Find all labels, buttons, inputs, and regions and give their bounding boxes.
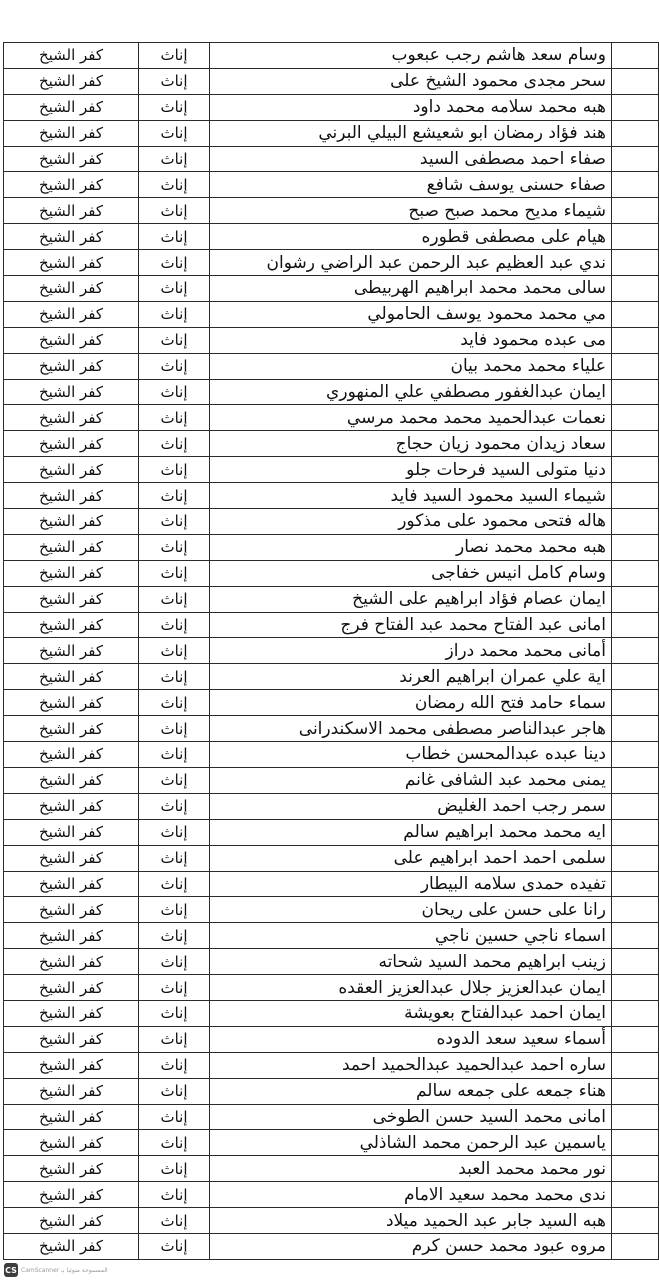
empty-cell bbox=[612, 457, 659, 483]
table-row bbox=[4, 1104, 659, 1130]
city-cell: كفر الشيخ bbox=[4, 819, 139, 845]
table-row bbox=[4, 1000, 659, 1026]
city-cell: كفر الشيخ bbox=[4, 638, 139, 664]
gender-cell: إناث bbox=[139, 638, 210, 664]
table-row bbox=[4, 250, 659, 276]
city-cell: كفر الشيخ bbox=[4, 327, 139, 353]
table-row bbox=[4, 94, 659, 120]
table-row bbox=[4, 1233, 659, 1259]
gender-cell: إناث bbox=[139, 560, 210, 586]
city-cell: كفر الشيخ bbox=[4, 664, 139, 690]
empty-cell bbox=[612, 379, 659, 405]
table-row bbox=[4, 68, 659, 94]
empty-cell bbox=[612, 871, 659, 897]
name-cell: ندي عبد العظيم عبد الرحمن عبد الراضي رشوان bbox=[210, 250, 612, 276]
gender-cell: إناث bbox=[139, 534, 210, 560]
name-cell: علياء محمد محمد بيان bbox=[210, 353, 612, 379]
table-row bbox=[4, 897, 659, 923]
gender-cell: إناث bbox=[139, 250, 210, 276]
city-cell: كفر الشيخ bbox=[4, 1233, 139, 1259]
table-row bbox=[4, 1078, 659, 1104]
city-cell: كفر الشيخ bbox=[4, 1104, 139, 1130]
gender-cell: إناث bbox=[139, 120, 210, 146]
city-cell: كفر الشيخ bbox=[4, 68, 139, 94]
table-row bbox=[4, 1208, 659, 1234]
name-cell: ايه محمد محمد ابراهيم سالم bbox=[210, 819, 612, 845]
name-cell: هبه السيد جابر عبد الحميد ميلاد bbox=[210, 1208, 612, 1234]
gender-cell: إناث bbox=[139, 1182, 210, 1208]
gender-cell: إناث bbox=[139, 276, 210, 302]
gender-cell: إناث bbox=[139, 224, 210, 250]
name-cell: هاله فتحى محمود على مذكور bbox=[210, 509, 612, 535]
table-row bbox=[4, 327, 659, 353]
city-cell: كفر الشيخ bbox=[4, 276, 139, 302]
gender-cell: إناث bbox=[139, 664, 210, 690]
name-cell: شيماء السيد محمود السيد فايد bbox=[210, 483, 612, 509]
name-cell: وسام كامل انيس خفاجى bbox=[210, 560, 612, 586]
gender-cell: إناث bbox=[139, 1156, 210, 1182]
empty-cell bbox=[612, 483, 659, 509]
name-cell: هبه محمد محمد نصار bbox=[210, 534, 612, 560]
table-row bbox=[4, 276, 659, 302]
empty-cell bbox=[612, 767, 659, 793]
name-cell: هاجر عبدالناصر مصطفى محمد الاسكندرانى bbox=[210, 716, 612, 742]
table-row bbox=[4, 1026, 659, 1052]
empty-cell bbox=[612, 690, 659, 716]
empty-cell bbox=[612, 276, 659, 302]
name-cell: تفيده حمدى سلامه البيطار bbox=[210, 871, 612, 897]
city-cell: كفر الشيخ bbox=[4, 897, 139, 923]
city-cell: كفر الشيخ bbox=[4, 742, 139, 768]
empty-cell bbox=[612, 664, 659, 690]
empty-cell bbox=[612, 975, 659, 1001]
table-row bbox=[4, 534, 659, 560]
gender-cell: إناث bbox=[139, 949, 210, 975]
name-cell: نور محمد محمد العبد bbox=[210, 1156, 612, 1182]
name-cell: اسماء ناجي حسين ناجي bbox=[210, 923, 612, 949]
city-cell: كفر الشيخ bbox=[4, 690, 139, 716]
table-row bbox=[4, 975, 659, 1001]
table-row bbox=[4, 172, 659, 198]
empty-cell bbox=[612, 1052, 659, 1078]
scanner-watermark bbox=[4, 1262, 108, 1278]
empty-cell bbox=[612, 923, 659, 949]
city-cell: كفر الشيخ bbox=[4, 923, 139, 949]
name-cell: سعاد زيدان محمود زيان حجاج bbox=[210, 431, 612, 457]
city-cell: كفر الشيخ bbox=[4, 1052, 139, 1078]
gender-cell: إناث bbox=[139, 586, 210, 612]
name-cell: ايمان عبدالعزيز جلال عبدالعزيز العقده bbox=[210, 975, 612, 1001]
city-cell: كفر الشيخ bbox=[4, 94, 139, 120]
table-row bbox=[4, 1156, 659, 1182]
city-cell: كفر الشيخ bbox=[4, 120, 139, 146]
empty-cell bbox=[612, 94, 659, 120]
table-row bbox=[4, 43, 659, 69]
empty-cell bbox=[612, 638, 659, 664]
empty-cell bbox=[612, 1078, 659, 1104]
city-cell: كفر الشيخ bbox=[4, 612, 139, 638]
empty-cell bbox=[612, 198, 659, 224]
empty-cell bbox=[612, 405, 659, 431]
name-cell: امانى عبد الفتاح محمد عبد الفتاح فرج bbox=[210, 612, 612, 638]
name-cell: دينا عبده عبدالمحسن خطاب bbox=[210, 742, 612, 768]
name-cell: مروه عبود محمد حسن كرم bbox=[210, 1233, 612, 1259]
empty-cell bbox=[612, 793, 659, 819]
empty-cell bbox=[612, 224, 659, 250]
gender-cell: إناث bbox=[139, 198, 210, 224]
gender-cell: إناث bbox=[139, 793, 210, 819]
empty-cell bbox=[612, 250, 659, 276]
city-cell: كفر الشيخ bbox=[4, 43, 139, 69]
table-row bbox=[4, 509, 659, 535]
name-cell: زينب ابراهيم محمد السيد شحاته bbox=[210, 949, 612, 975]
empty-cell bbox=[612, 172, 659, 198]
empty-cell bbox=[612, 845, 659, 871]
table-row bbox=[4, 379, 659, 405]
name-cell: هند فؤاد رمضان ابو شعيشع البيلي البرني bbox=[210, 120, 612, 146]
name-cell: مى عبده محمود فايد bbox=[210, 327, 612, 353]
empty-cell bbox=[612, 612, 659, 638]
table-row bbox=[4, 224, 659, 250]
name-cell: هيام على مصطفى قطوره bbox=[210, 224, 612, 250]
city-cell: كفر الشيخ bbox=[4, 949, 139, 975]
camscanner-logo-icon: CS bbox=[4, 1263, 18, 1277]
gender-cell: إناث bbox=[139, 1000, 210, 1026]
table-row bbox=[4, 742, 659, 768]
table-row bbox=[4, 483, 659, 509]
gender-cell: إناث bbox=[139, 690, 210, 716]
gender-cell: إناث bbox=[139, 612, 210, 638]
city-cell: كفر الشيخ bbox=[4, 1078, 139, 1104]
gender-cell: إناث bbox=[139, 897, 210, 923]
name-cell: ياسمين عبد الرحمن محمد الشاذلي bbox=[210, 1130, 612, 1156]
names-table bbox=[3, 42, 659, 1260]
name-cell: سمر رجب احمد الغليض bbox=[210, 793, 612, 819]
gender-cell: إناث bbox=[139, 975, 210, 1001]
gender-cell: إناث bbox=[139, 742, 210, 768]
name-cell: ساره احمد عبدالحميد عبدالحميد احمد bbox=[210, 1052, 612, 1078]
empty-cell bbox=[612, 716, 659, 742]
name-cell: ندى محمد محمد سعيد الامام bbox=[210, 1182, 612, 1208]
table-row bbox=[4, 353, 659, 379]
empty-cell bbox=[612, 509, 659, 535]
empty-cell bbox=[612, 534, 659, 560]
city-cell: كفر الشيخ bbox=[4, 871, 139, 897]
empty-cell bbox=[612, 1000, 659, 1026]
city-cell: كفر الشيخ bbox=[4, 172, 139, 198]
table-row bbox=[4, 120, 659, 146]
city-cell: كفر الشيخ bbox=[4, 845, 139, 871]
gender-cell: إناث bbox=[139, 1052, 210, 1078]
gender-cell: إناث bbox=[139, 327, 210, 353]
table-row bbox=[4, 146, 659, 172]
city-cell: كفر الشيخ bbox=[4, 457, 139, 483]
table-row bbox=[4, 612, 659, 638]
city-cell: كفر الشيخ bbox=[4, 1026, 139, 1052]
city-cell: كفر الشيخ bbox=[4, 198, 139, 224]
table-row bbox=[4, 301, 659, 327]
table-row bbox=[4, 1052, 659, 1078]
name-cell: سالى محمد محمد ابراهيم الهربيطى bbox=[210, 276, 612, 302]
gender-cell: إناث bbox=[139, 509, 210, 535]
empty-cell bbox=[612, 1208, 659, 1234]
table-row bbox=[4, 871, 659, 897]
city-cell: كفر الشيخ bbox=[4, 146, 139, 172]
table-row bbox=[4, 767, 659, 793]
gender-cell: إناث bbox=[139, 716, 210, 742]
gender-cell: إناث bbox=[139, 819, 210, 845]
table-row bbox=[4, 1182, 659, 1208]
name-cell: سلمى احمد احمد ابراهيم على bbox=[210, 845, 612, 871]
empty-cell bbox=[612, 560, 659, 586]
city-cell: كفر الشيخ bbox=[4, 1182, 139, 1208]
name-cell: ايمان عبدالغفور مصطفي علي المنهوري bbox=[210, 379, 612, 405]
empty-cell bbox=[612, 897, 659, 923]
table-row bbox=[4, 716, 659, 742]
gender-cell: إناث bbox=[139, 923, 210, 949]
gender-cell: إناث bbox=[139, 379, 210, 405]
city-cell: كفر الشيخ bbox=[4, 1000, 139, 1026]
gender-cell: إناث bbox=[139, 43, 210, 69]
city-cell: كفر الشيخ bbox=[4, 250, 139, 276]
city-cell: كفر الشيخ bbox=[4, 1208, 139, 1234]
table-row bbox=[4, 198, 659, 224]
gender-cell: إناث bbox=[139, 1130, 210, 1156]
gender-cell: إناث bbox=[139, 94, 210, 120]
empty-cell bbox=[612, 1182, 659, 1208]
city-cell: كفر الشيخ bbox=[4, 224, 139, 250]
empty-cell bbox=[612, 1104, 659, 1130]
empty-cell bbox=[612, 1156, 659, 1182]
name-cell: صفاء احمد مصطفى السيد bbox=[210, 146, 612, 172]
table-row bbox=[4, 638, 659, 664]
city-cell: كفر الشيخ bbox=[4, 793, 139, 819]
name-cell: يمنى محمد عبد الشافى غانم bbox=[210, 767, 612, 793]
empty-cell bbox=[612, 1233, 659, 1259]
name-cell: شيماء مديح محمد صبح صبح bbox=[210, 198, 612, 224]
gender-cell: إناث bbox=[139, 301, 210, 327]
table-row bbox=[4, 690, 659, 716]
empty-cell bbox=[612, 146, 659, 172]
table-row bbox=[4, 923, 659, 949]
gender-cell: إناث bbox=[139, 146, 210, 172]
city-cell: كفر الشيخ bbox=[4, 534, 139, 560]
empty-cell bbox=[612, 1130, 659, 1156]
gender-cell: إناث bbox=[139, 767, 210, 793]
empty-cell bbox=[612, 327, 659, 353]
gender-cell: إناث bbox=[139, 1078, 210, 1104]
name-cell: أمانى محمد محمد دراز bbox=[210, 638, 612, 664]
name-cell: ايمان احمد عبدالفتاح بعويشة bbox=[210, 1000, 612, 1026]
name-cell: رانا على حسن على ريحان bbox=[210, 897, 612, 923]
city-cell: كفر الشيخ bbox=[4, 483, 139, 509]
table-row bbox=[4, 793, 659, 819]
empty-cell bbox=[612, 819, 659, 845]
name-cell: أسماء سعيد سعد الدوده bbox=[210, 1026, 612, 1052]
name-cell: دنيا متولى السيد فرحات جلو bbox=[210, 457, 612, 483]
empty-cell bbox=[612, 120, 659, 146]
empty-cell bbox=[612, 68, 659, 94]
city-cell: كفر الشيخ bbox=[4, 716, 139, 742]
gender-cell: إناث bbox=[139, 871, 210, 897]
table-row bbox=[4, 457, 659, 483]
name-cell: امانى محمد السيد حسن الطوخى bbox=[210, 1104, 612, 1130]
empty-cell bbox=[612, 431, 659, 457]
city-cell: كفر الشيخ bbox=[4, 767, 139, 793]
city-cell: كفر الشيخ bbox=[4, 431, 139, 457]
gender-cell: إناث bbox=[139, 457, 210, 483]
city-cell: كفر الشيخ bbox=[4, 405, 139, 431]
gender-cell: إناث bbox=[139, 1104, 210, 1130]
gender-cell: إناث bbox=[139, 1208, 210, 1234]
city-cell: كفر الشيخ bbox=[4, 509, 139, 535]
table-row bbox=[4, 586, 659, 612]
name-cell: نعمات عبدالحميد محمد محمد مرسي bbox=[210, 405, 612, 431]
gender-cell: إناث bbox=[139, 431, 210, 457]
gender-cell: إناث bbox=[139, 405, 210, 431]
gender-cell: إناث bbox=[139, 483, 210, 509]
name-cell: ايمان عصام فؤاد ابراهيم على الشيخ bbox=[210, 586, 612, 612]
city-cell: كفر الشيخ bbox=[4, 586, 139, 612]
gender-cell: إناث bbox=[139, 845, 210, 871]
city-cell: كفر الشيخ bbox=[4, 560, 139, 586]
empty-cell bbox=[612, 301, 659, 327]
table-row bbox=[4, 664, 659, 690]
table-row bbox=[4, 560, 659, 586]
table-row bbox=[4, 431, 659, 457]
city-cell: كفر الشيخ bbox=[4, 301, 139, 327]
city-cell: كفر الشيخ bbox=[4, 975, 139, 1001]
empty-cell bbox=[612, 586, 659, 612]
gender-cell: إناث bbox=[139, 68, 210, 94]
empty-cell bbox=[612, 353, 659, 379]
name-cell: وسام سعد هاشم رجب عبعوب bbox=[210, 43, 612, 69]
names-table-body bbox=[4, 43, 659, 1260]
table-row bbox=[4, 845, 659, 871]
name-cell: سماء حامد فتح الله رمضان bbox=[210, 690, 612, 716]
table-row bbox=[4, 819, 659, 845]
name-cell: صفاء حسنى يوسف شافع bbox=[210, 172, 612, 198]
city-cell: كفر الشيخ bbox=[4, 1156, 139, 1182]
name-cell: مي محمد محمود يوسف الحامولي bbox=[210, 301, 612, 327]
gender-cell: إناث bbox=[139, 353, 210, 379]
table-row bbox=[4, 1130, 659, 1156]
scanner-caption: CamScanner الممسوحة ضوئيا بـ bbox=[21, 1266, 108, 1274]
empty-cell bbox=[612, 742, 659, 768]
gender-cell: إناث bbox=[139, 1233, 210, 1259]
name-cell: اية علي عمران ابراهيم العرند bbox=[210, 664, 612, 690]
gender-cell: إناث bbox=[139, 1026, 210, 1052]
city-cell: كفر الشيخ bbox=[4, 379, 139, 405]
name-cell: سحر مجدى محمود الشيخ على bbox=[210, 68, 612, 94]
empty-cell bbox=[612, 1026, 659, 1052]
city-cell: كفر الشيخ bbox=[4, 353, 139, 379]
city-cell: كفر الشيخ bbox=[4, 1130, 139, 1156]
name-cell: هناء جمعه على جمعه سالم bbox=[210, 1078, 612, 1104]
name-cell: هبه محمد سلامه محمد داود bbox=[210, 94, 612, 120]
table-row bbox=[4, 949, 659, 975]
table-row bbox=[4, 405, 659, 431]
gender-cell: إناث bbox=[139, 172, 210, 198]
empty-cell bbox=[612, 949, 659, 975]
empty-cell bbox=[612, 43, 659, 69]
